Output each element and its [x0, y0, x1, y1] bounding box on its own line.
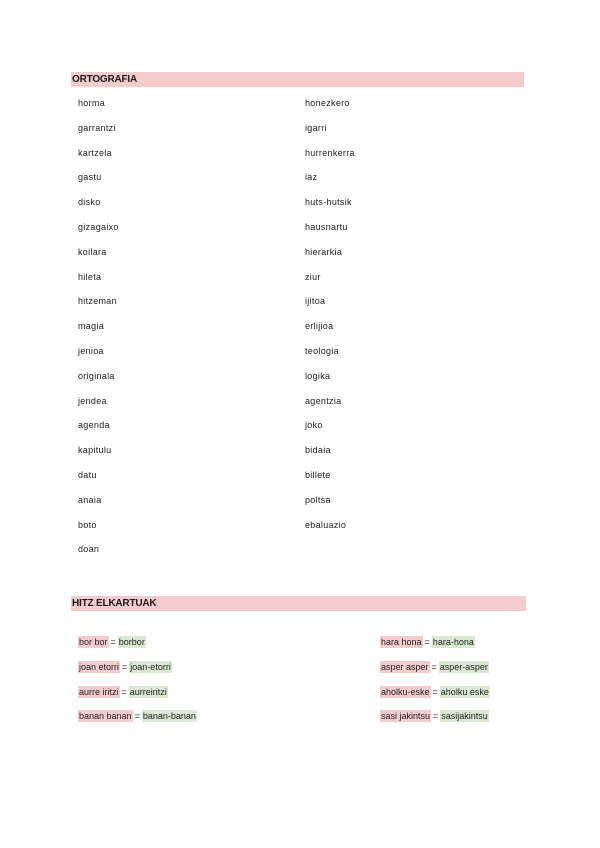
section-header-hitz-elkartuak: HITZ ELKARTUAK	[71, 596, 526, 611]
correct-form: sasijakintsu	[441, 711, 488, 722]
equals-sign: =	[110, 637, 116, 647]
word-item: gastu	[78, 172, 102, 183]
incorrect-form: asper asper	[381, 661, 429, 672]
word-item: garrantzi	[78, 122, 116, 133]
compound-row	[78, 709, 298, 734]
compound-right-column	[380, 635, 560, 734]
incorrect-form: aurre iritzi	[79, 686, 119, 697]
word-item: erlijioa	[305, 321, 334, 332]
word-item: ijitoa	[305, 296, 326, 307]
word-item: ziur	[305, 271, 321, 282]
equals-sign: =	[424, 637, 430, 647]
word-item: huts-hutsik	[305, 197, 352, 208]
word-item: jendea	[78, 395, 107, 406]
section-header-ortografia: ORTOGRAFIA	[71, 72, 524, 87]
compound-row	[78, 660, 298, 685]
incorrect-form: sasi jakintsu	[381, 711, 431, 722]
word-item: boto	[78, 519, 97, 530]
compound-row	[380, 685, 560, 710]
word-item: hileta	[78, 271, 102, 282]
incorrect-form: joan etorri	[79, 661, 120, 672]
word-item: anaia	[78, 494, 102, 505]
equals-sign: =	[432, 686, 438, 697]
word-item: joko	[305, 420, 323, 431]
word-item: bidaia	[305, 445, 331, 456]
equals-sign: =	[122, 661, 128, 672]
word-item: hurrenkerra	[305, 147, 355, 158]
word-item: billete	[305, 469, 331, 480]
ortografia-left-column	[78, 96, 278, 567]
word-item: poltsa	[305, 494, 331, 505]
word-item: ebaluazio	[305, 519, 347, 530]
word-item: hitzeman	[78, 296, 117, 307]
word-item: magia	[78, 321, 105, 332]
incorrect-form: bor bor	[79, 637, 108, 647]
incorrect-form: aholku-eske	[381, 686, 430, 697]
compound-row	[78, 635, 298, 660]
word-item: originala	[78, 370, 115, 381]
word-item: hierarkia	[305, 246, 343, 257]
compound-left-column	[78, 635, 298, 734]
compound-row	[380, 709, 560, 734]
compound-row	[380, 660, 560, 685]
correct-form: aholku eske	[440, 686, 489, 697]
word-item: hausnartu	[305, 221, 348, 232]
word-item: honezkero	[305, 98, 350, 108]
word-item: jenioa	[78, 345, 104, 356]
correct-form: joan-etorri	[130, 661, 171, 672]
word-item: igarri	[305, 122, 327, 133]
incorrect-form: banan banan	[79, 711, 132, 722]
word-item: horma	[78, 98, 106, 108]
equals-sign: =	[134, 711, 140, 722]
compound-row	[78, 685, 298, 710]
correct-form: hara-hona	[432, 637, 474, 647]
word-item: agenda	[78, 420, 110, 431]
word-item: disko	[78, 197, 101, 208]
compound-row	[380, 635, 560, 660]
correct-form: borbor	[118, 637, 145, 647]
word-item: gizagaixo	[78, 221, 119, 232]
equals-sign: =	[433, 711, 439, 722]
word-item: koilara	[78, 246, 107, 257]
incorrect-form: hara hona	[381, 637, 422, 647]
correct-form: aurreiritzi	[129, 686, 167, 697]
word-item: logika	[305, 370, 331, 381]
word-item: kartzela	[78, 147, 112, 158]
equals-sign: =	[121, 686, 127, 697]
word-item: iaz	[305, 172, 318, 183]
ortografia-right-column	[305, 96, 505, 542]
equals-sign: =	[431, 661, 437, 672]
word-item: doan	[78, 544, 100, 555]
correct-form: asper-asper	[439, 661, 488, 672]
word-item: kapitulu	[78, 445, 112, 456]
word-item: teologia	[305, 345, 339, 356]
word-item: agentzia	[305, 395, 342, 406]
correct-form: banan-banan	[142, 711, 196, 722]
word-item: datu	[78, 469, 97, 480]
